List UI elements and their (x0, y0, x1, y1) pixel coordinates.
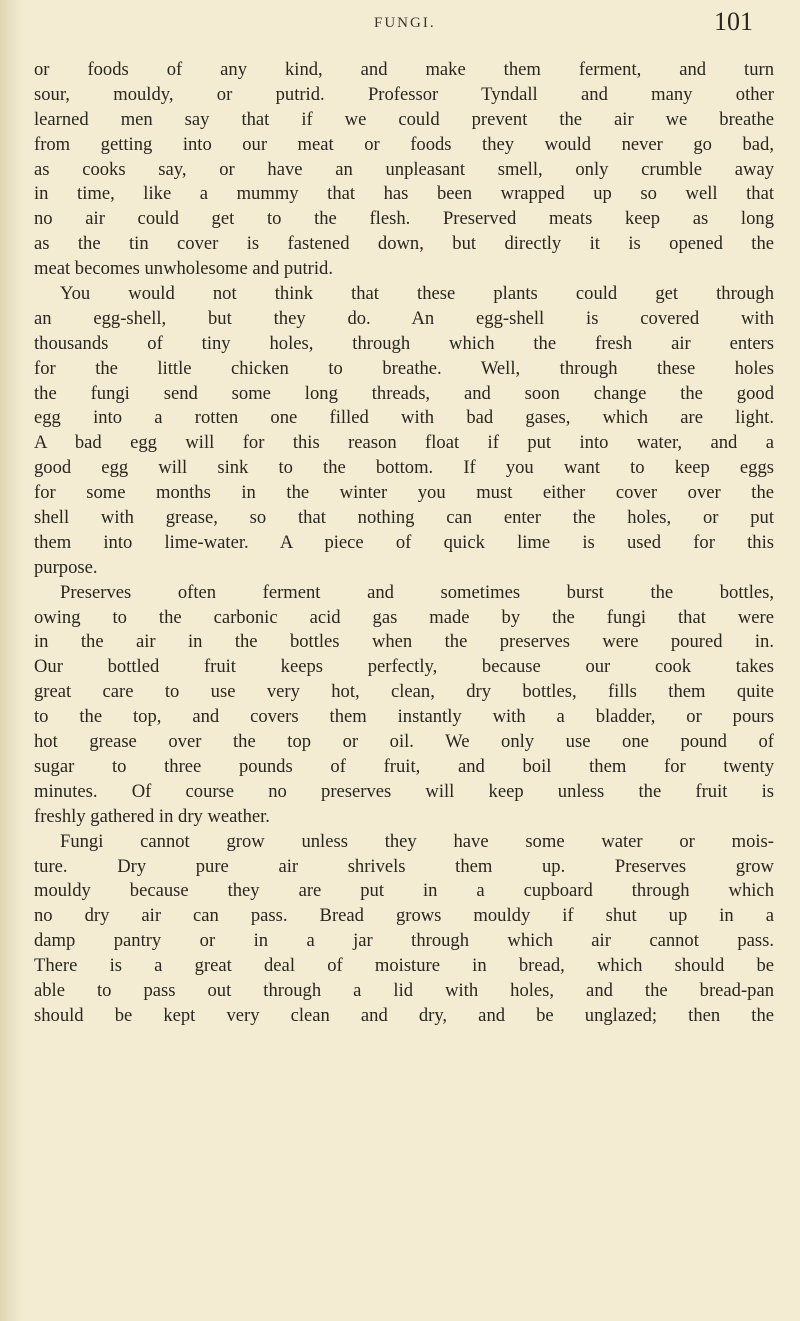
text-line: sour, mouldy, or putrid. Professor Tyndall and many other (34, 83, 774, 105)
text-line: no dry air can pass. Bread grows mouldy if shut up in a (34, 905, 774, 927)
text-line: minutes. Of course no preserves will keep unless the fruit is (34, 780, 774, 802)
text-line: the fungi send some long threads, and soon change the good (34, 382, 774, 404)
text-line: in the air in the bottles when the preserves were poured in. (34, 631, 774, 653)
text-line: thousands of tiny holes, through which the fresh air enters (34, 332, 774, 354)
text-line: or foods of any kind, and make them ferment, and turn (34, 59, 774, 80)
text-line: no air could get to the flesh. Preserved meats keep as long (34, 208, 774, 230)
text-line: to the top, and covers them instantly with a bladder, or pours (34, 706, 774, 728)
text-line: good egg will sink to the bottom. If you want to keep eggs (34, 457, 774, 479)
text-line: meat becomes unwholesome and putrid. (34, 258, 333, 280)
running-header (0, 6, 800, 46)
text-line: freshly gathered in dry weather. (34, 805, 270, 827)
text-line: A bad egg will for this reason float if put into water, and a (34, 432, 774, 454)
binding-shadow (0, 0, 22, 1321)
text-line: in time, like a mummy that has been wrapped up so well that (34, 183, 774, 205)
text-line: Preserves often ferment and sometimes burst the bottles, (60, 581, 774, 603)
text-line: as the tin cover is fastened down, but directly it is opened the (34, 233, 774, 255)
text-line: should be kept very clean and dry, and be unglazed; then the (34, 1004, 774, 1026)
text-line: purpose. (34, 556, 98, 578)
paragraph (34, 282, 774, 581)
text-line: an egg-shell, but they do. An egg-shell is covered with (34, 307, 774, 329)
text-line: hot grease over the top or oil. We only use one pound of (34, 731, 774, 753)
text-line: for some months in the winter you must either cover over the (34, 482, 774, 504)
body-text (34, 58, 774, 1029)
text-line: damp pantry or in a jar through which air cannot pass. (34, 930, 774, 952)
text-line: great care to use very hot, clean, dry bottles, fills them quite (34, 681, 774, 703)
text-line: shell with grease, so that nothing can enter the holes, or put (34, 507, 774, 529)
text-line: from getting into our meat or foods they would never go bad, (34, 133, 774, 155)
text-line: as cooks say, or have an unpleasant smell, only crumble away (34, 158, 774, 180)
paragraph (34, 830, 774, 1029)
text-line: You would not think that these plants could get through (60, 283, 774, 305)
text-line: for the little chicken to breathe. Well, through these holes (34, 357, 774, 379)
text-line: owing to the carbonic acid gas made by the fungi that were (34, 606, 774, 628)
text-line: ture. Dry pure air shrivels them up. Preserves grow (34, 855, 774, 877)
text-line: them into lime-water. A piece of quick lime is used for this (34, 531, 774, 553)
text-line: Our bottled fruit keeps perfectly, because our cook takes (34, 656, 774, 678)
running-title: FUNGI. (374, 15, 436, 31)
text-line: learned men say that if we could prevent the air we breathe (34, 108, 774, 130)
text-line: Fungi cannot grow unless they have some water or mois- (60, 830, 774, 852)
text-line: able to pass out through a lid with holes, and the bread-pan (34, 979, 774, 1001)
page-number: 101 (714, 7, 753, 36)
text-line: There is a great deal of moisture in bread, which should be (34, 955, 774, 977)
text-line: mouldy because they are put in a cupboard through which (34, 880, 774, 902)
paragraph (34, 581, 774, 830)
text-line: egg into a rotten one filled with bad gases, which are light. (34, 407, 774, 429)
paragraph (34, 58, 774, 282)
text-line: sugar to three pounds of fruit, and boil them for twenty (34, 755, 774, 777)
